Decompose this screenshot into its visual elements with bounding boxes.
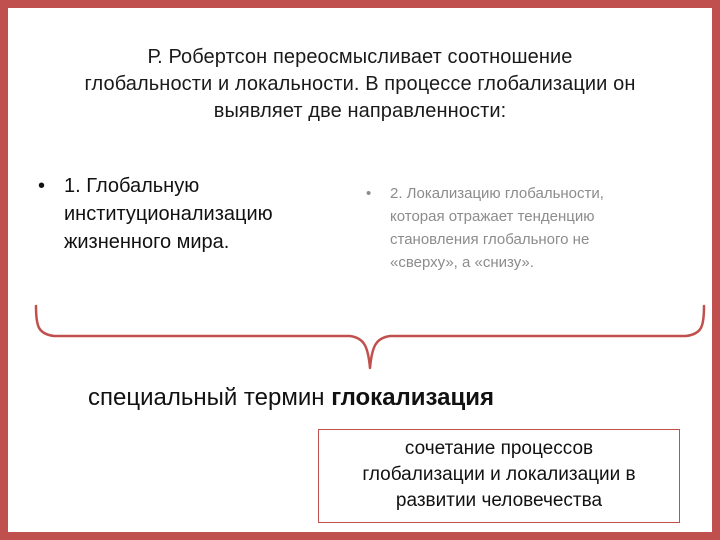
definition-box xyxy=(318,429,680,523)
bullet-line: 2. Локализацию глобальности, xyxy=(390,185,604,202)
bullet-global-institutionalization xyxy=(38,172,358,256)
bullet-text xyxy=(390,182,604,274)
definition-line: развитии человечества xyxy=(395,490,603,511)
bullet-line: институционализацию xyxy=(64,203,273,225)
bullet-marker: • xyxy=(366,185,372,202)
term-prefix: специальный термин xyxy=(88,384,332,411)
bullet-marker: • xyxy=(38,175,46,197)
glocalization-term xyxy=(88,384,494,412)
bullet-line: 1. Глобальную xyxy=(64,175,200,197)
title-line: выявляет две направленности: xyxy=(213,100,507,122)
title-line: глобальности и локальности. В процессе глобализации он xyxy=(84,73,636,95)
bullet-line: жизненного мира. xyxy=(64,231,230,253)
slide-title xyxy=(28,44,692,125)
bullet-line: становления глобального не xyxy=(390,231,590,248)
slide xyxy=(8,8,712,532)
bullet-text xyxy=(64,172,273,256)
title-line: Р. Робертсон переосмысливает соотношение xyxy=(147,46,573,68)
bullet-line: «сверху», а «снизу». xyxy=(390,254,534,271)
definition-line: глобализации и локализации в xyxy=(362,464,636,485)
bullet-line: которая отражает тенденцию xyxy=(390,208,595,225)
bullet-localization xyxy=(366,182,696,274)
definition-line: сочетание процессов xyxy=(404,438,594,459)
curly-brace-icon xyxy=(32,304,708,376)
term-keyword: глокализация xyxy=(331,384,495,411)
